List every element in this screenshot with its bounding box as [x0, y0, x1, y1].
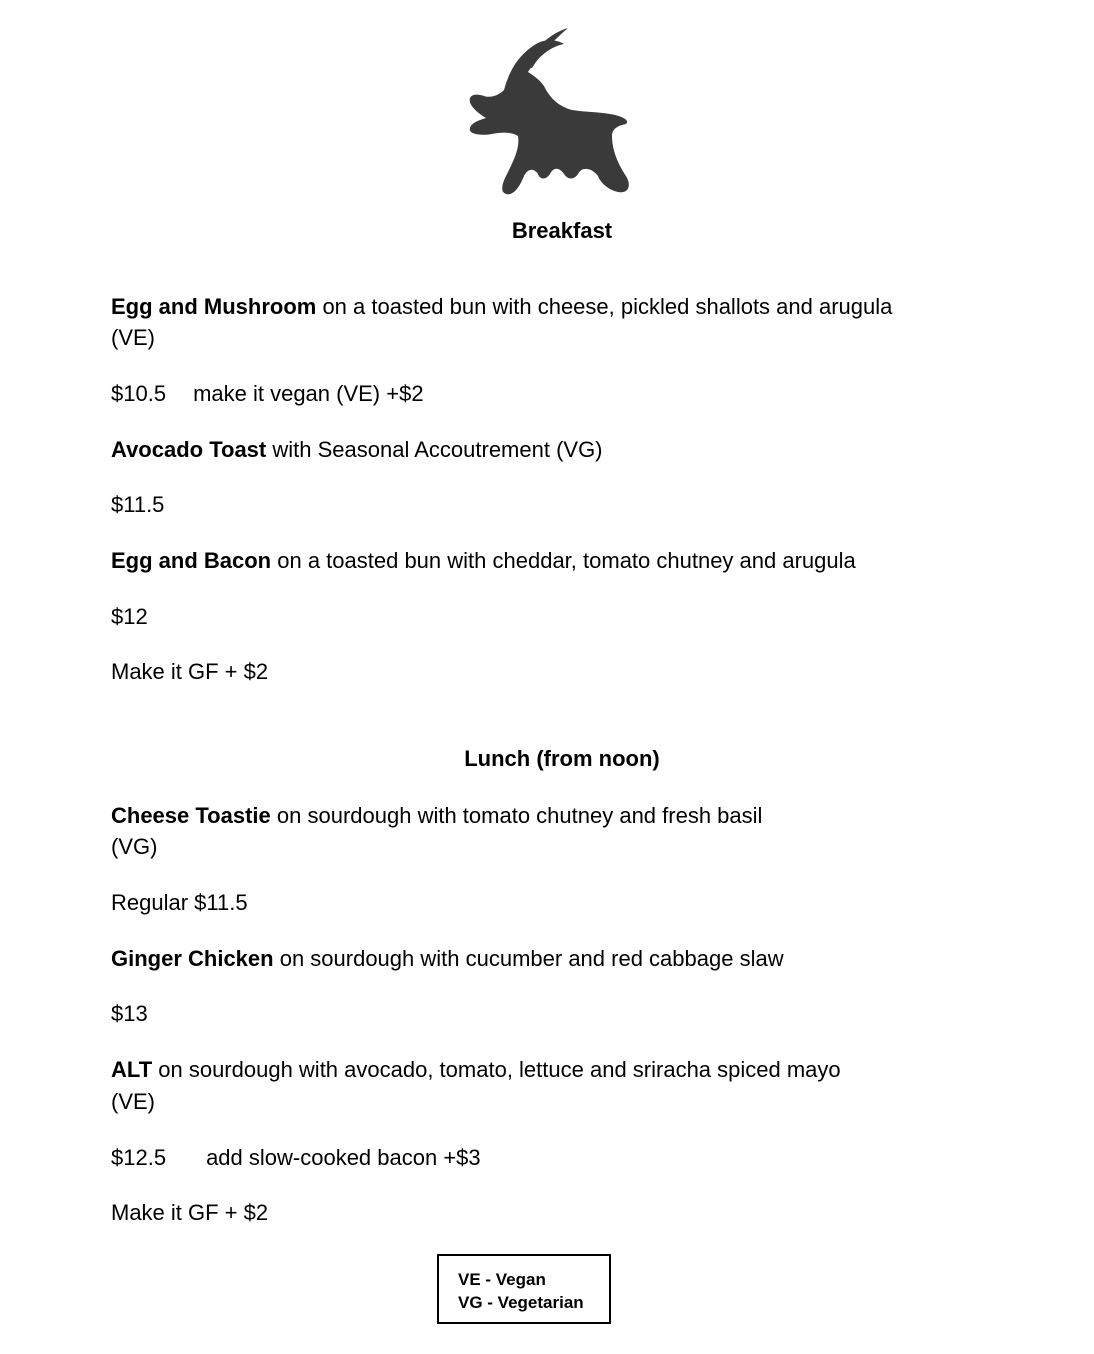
menu-item-avocado-toast — [111, 434, 991, 466]
menu-item-alt — [111, 1054, 991, 1086]
item-name: Egg and Bacon — [111, 548, 272, 573]
menu-item-egg-and-bacon — [111, 545, 991, 577]
item-price: Regular $11.5 — [111, 890, 248, 915]
lunch-heading: Lunch (from noon) — [464, 746, 660, 771]
item-price: $12 — [111, 604, 148, 629]
menu-item-egg-and-mushroom — [111, 291, 991, 323]
item-diet-tag: (VE) — [111, 1089, 155, 1114]
item-price: $11.5 — [111, 492, 165, 517]
menu-item-ginger-chicken — [111, 943, 991, 975]
item-name: ALT — [111, 1057, 153, 1082]
item-extra: add slow-cooked bacon +$3 — [206, 1145, 481, 1170]
item-price-row — [111, 1142, 991, 1174]
item-price-row — [111, 378, 991, 410]
item-price: $10.5 — [111, 381, 167, 406]
item-name: Avocado Toast — [111, 437, 267, 462]
item-note: Make it GF + $2 — [111, 1200, 269, 1225]
diet-legend — [437, 1254, 611, 1324]
item-diet-tag: (VE) — [111, 325, 155, 350]
item-name: Egg and Mushroom — [111, 294, 317, 319]
item-description: with Seasonal Accoutrement (VG) — [266, 437, 603, 462]
item-description: on a toasted bun with cheddar, tomato chutney and arugula — [271, 548, 856, 573]
item-name: Cheese Toastie — [111, 803, 271, 828]
item-name: Ginger Chicken — [111, 946, 274, 971]
item-note: Make it GF + $2 — [111, 659, 269, 684]
breakfast-heading: Breakfast — [511, 218, 613, 243]
menu-item-cheese-toastie — [111, 800, 991, 832]
item-description: on sourdough with avocado, tomato, lettuce and sriracha spiced mayo — [152, 1057, 841, 1082]
item-extra: make it vegan (VE) +$2 — [193, 381, 424, 406]
item-description: on sourdough with cucumber and red cabbage slaw — [273, 946, 784, 971]
item-price: $12.5 — [111, 1145, 167, 1170]
item-diet-tag: (VG) — [111, 834, 158, 859]
item-description: on a toasted bun with cheese, pickled shallots and arugula — [316, 294, 893, 319]
legend-vegan: VE - Vegan — [458, 1270, 546, 1289]
goat-logo-icon — [462, 28, 634, 198]
legend-vegetarian: VG - Vegetarian — [458, 1293, 584, 1312]
item-description: on sourdough with tomato chutney and fresh basil — [270, 803, 763, 828]
item-price: $13 — [111, 1001, 148, 1026]
